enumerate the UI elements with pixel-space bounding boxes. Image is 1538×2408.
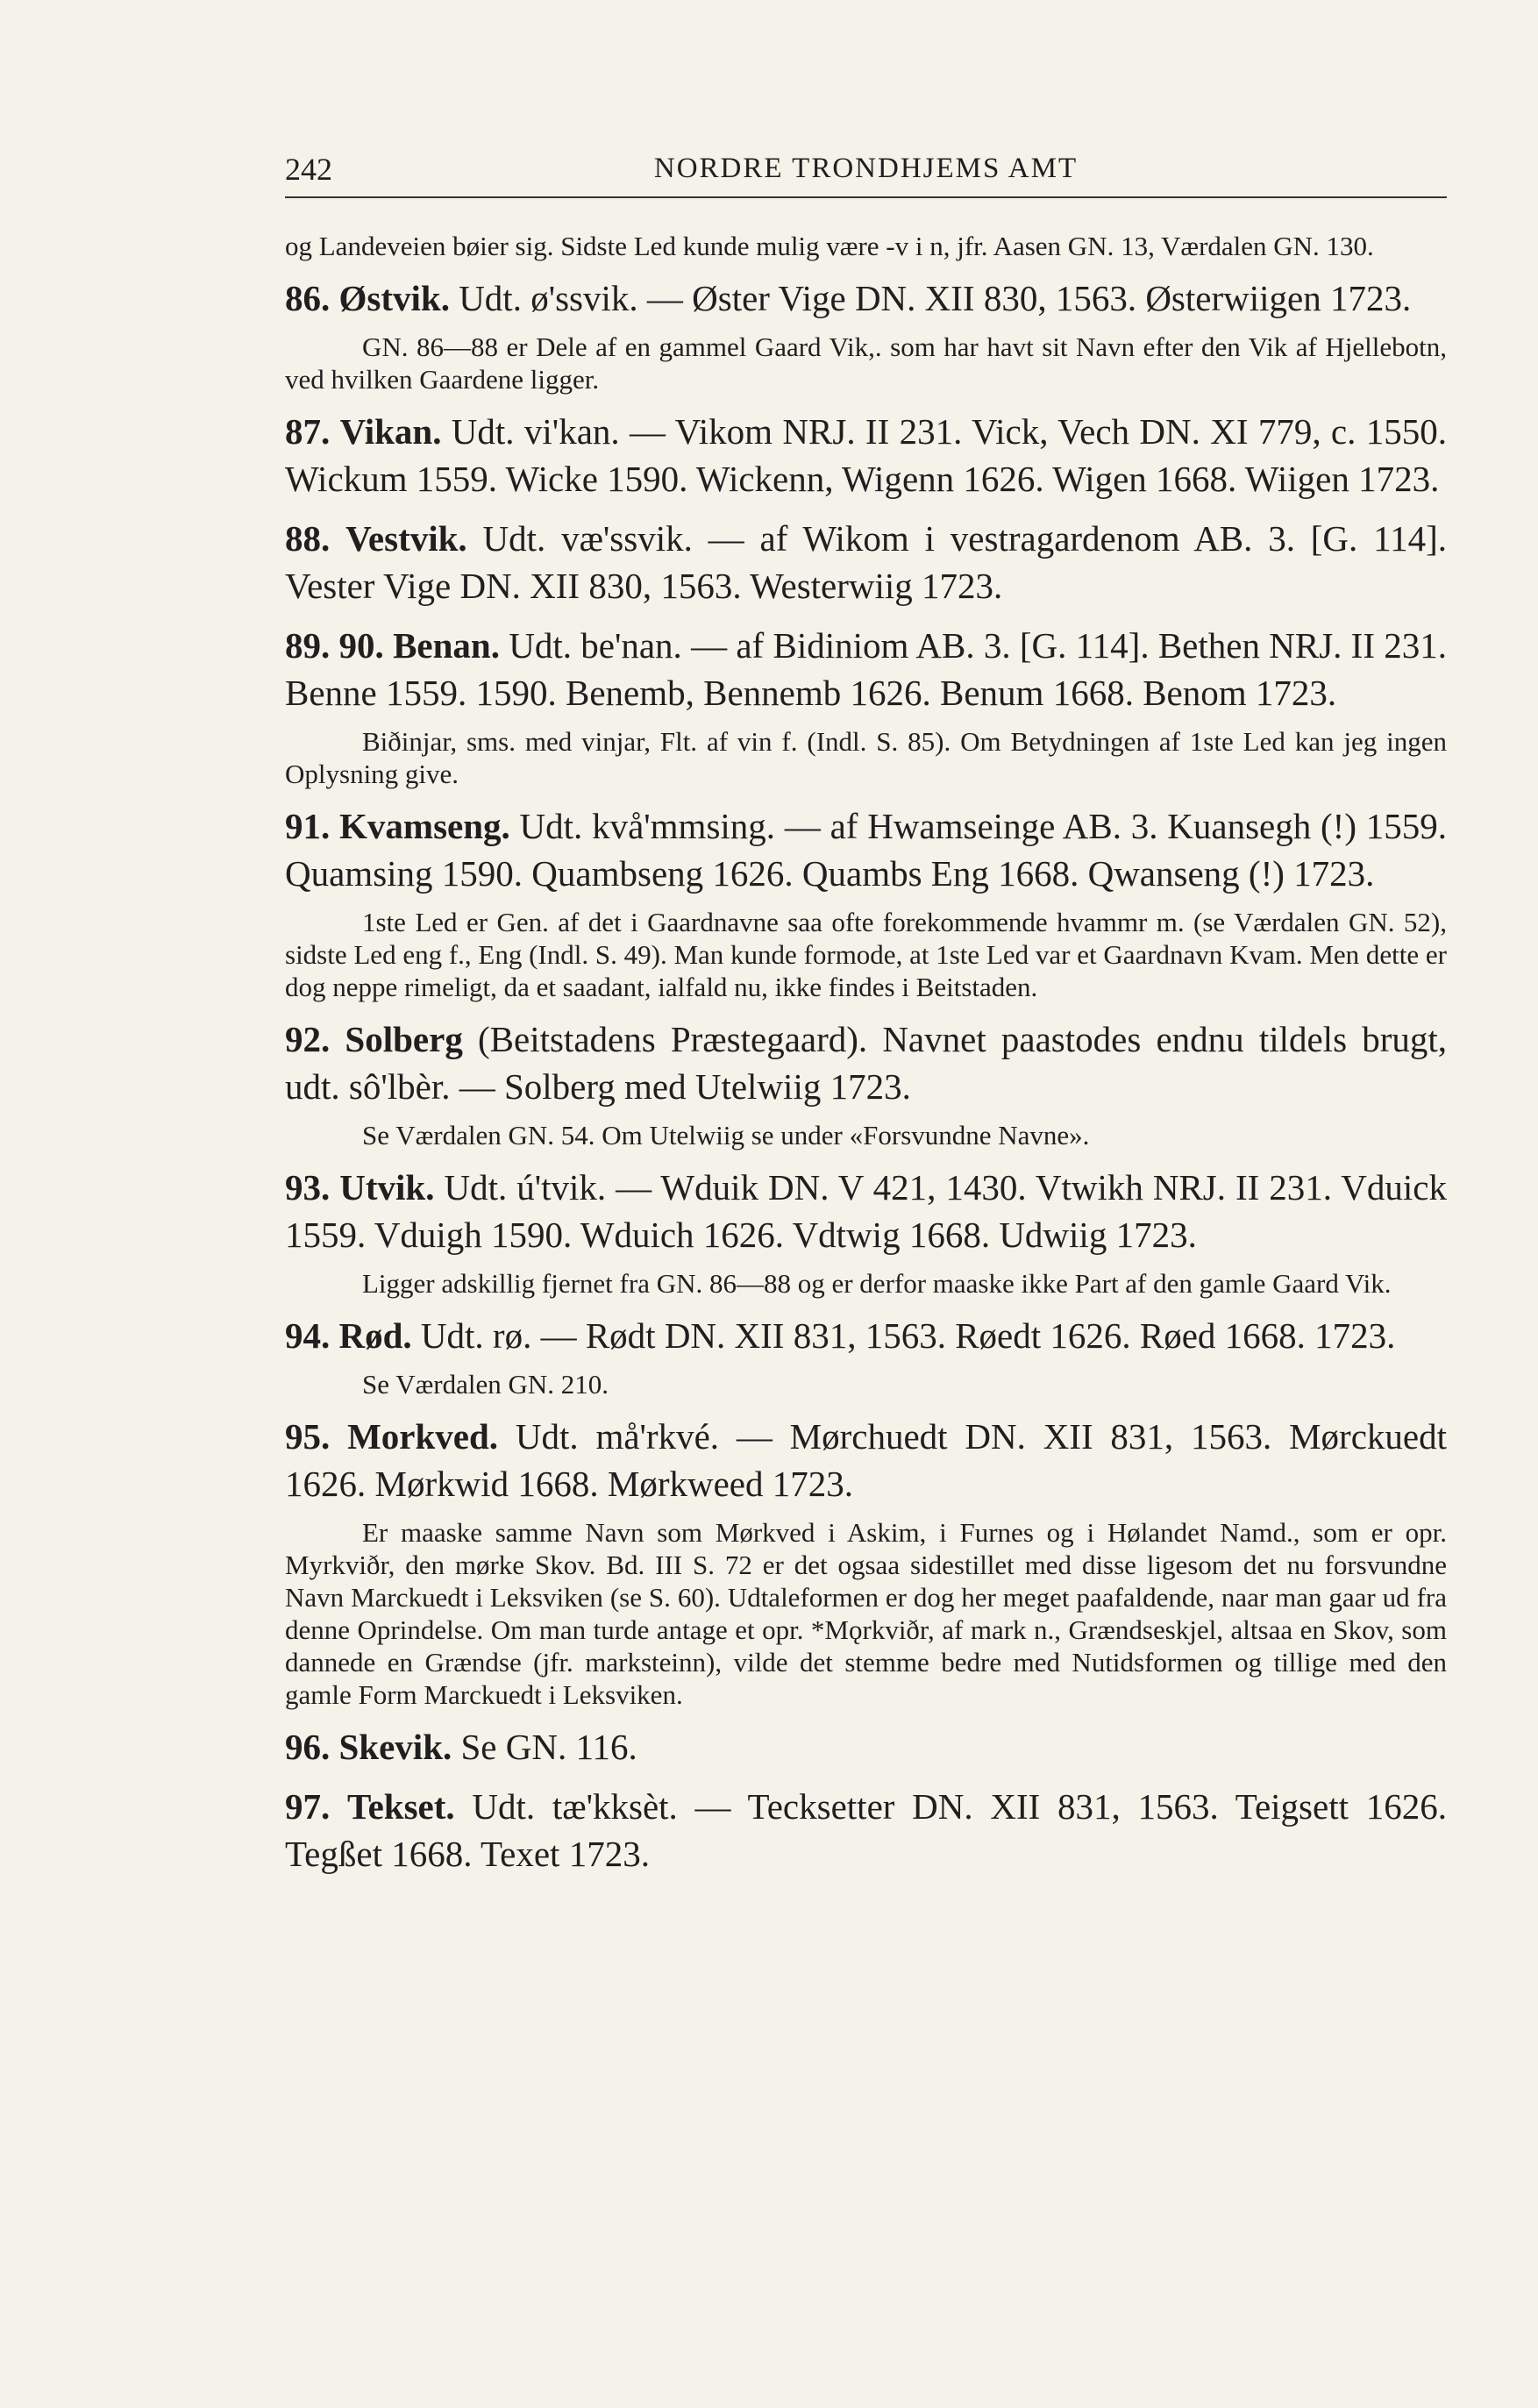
entry-number: 93.	[285, 1167, 331, 1208]
entry-text: Udt. rø. — Rødt DN. XII 831, 1563. Røedt 1626. Røed 1668. 1723.	[411, 1315, 1396, 1356]
entry-text: Udt. må'rkvé. — Mørchuedt DN. XII 831, 1563. Mørckuedt 1626. Mørkwid 1668. Mørkweed 1723.	[285, 1416, 1447, 1504]
entry-text: Udt. be'nan. — af Bidiniom AB. 3. [G. 114]. Bethen NRJ. II 231. Benne 1559. 1590. Benemb, Bennemb 1626. Benum 1668. Benom 1723.	[285, 625, 1448, 713]
entry-text: Udt. væ'ssvik. — af Wikom i vestragardenom AB. 3. [G. 114]. Vester Vige DN. XII 830, 1563. Westerwiig 1723.	[285, 518, 1447, 606]
entry-text: Se GN. 116.	[452, 1727, 637, 1767]
entry-93	[285, 1164, 1447, 1258]
entry-text: (Beitstadens Præstegaard). Navnet paastodes endnu tildels brugt, udt. sô'lbèr. — Solberg med Utelwiig 1723.	[285, 1019, 1447, 1107]
entry-number: 88.	[285, 518, 331, 559]
entry-text: Udt. kvå'mmsing. — af Hwamseinge AB. 3. Kuansegh (!) 1559. Quamsing 1590. Quambseng 1626. Quambs Eng 1668. Qwanseng (!) 1723.	[285, 806, 1447, 894]
entry-86-note: GN. 86—88 er Dele af en gammel Gaard Vik,. som har havt sit Navn efter den Vik af Hjellebotn, ved hvilken Gaardene ligger.	[285, 331, 1447, 395]
entry-text: Udt. vi'kan. — Vikom NRJ. II 231. Vick, Vech DN. XI 779, c. 1550. Wickum 1559. Wicke 1590. Wickenn, Wigenn 1626. Wigen 1668. Wiigen 1723.	[285, 411, 1447, 499]
entry-number: 87.	[285, 411, 331, 452]
entry-number: 94.	[285, 1315, 331, 1356]
entry-name: Benan.	[393, 625, 500, 666]
page-number: 242	[285, 152, 332, 187]
entry-text: Udt. ø'ssvik. — Øster Vige DN. XII 830, 1563. Østerwiigen 1723.	[449, 278, 1412, 318]
entry-number: 91.	[285, 806, 331, 846]
running-title: NORDRE TRONDHJEMS AMT	[653, 153, 1079, 184]
entry-name: Kvamseng.	[339, 806, 510, 846]
entry-text: Udt. tæ'kksèt. — Tecksetter DN. XII 831, 1563. Teigsett 1626. Tegßet 1668. Texet 1723.	[285, 1786, 1447, 1874]
entry-95-note: Er maaske samme Navn som Mørkved i Askim, i Furnes og i Hølandet Namd., som er opr. Myrkviðr, den mørke Skov. Bd. III S. 72 er det ogsaa sidestillet med disse ligesom det nu forsvundne Navn Marckuedt i Leksviken (se S. 60). Udtaleformen er dog her meget paafaldende, naar man gaar ud fra denne Oprindelse. Om man turde antage et opr. *Mǫrkviðr, af mark n., Grændseskjel, altsaa en Skov, som dannede en Grændse (jfr. marksteinn), vilde det stemme bedre med Nutidsformen og tillige med den gamle Form Marckuedt i Leksviken.	[285, 1517, 1447, 1710]
entry-91-note: 1ste Led er Gen. af det i Gaardnavne saa ofte forekommende hvammr m. (se Værdalen GN. 52), sidste Led eng f., Eng (Indl. S. 49). Man kunde formode, at 1ste Led var et Gaardnavn Kvam. Men dette er dog neppe rimeligt, da et saadant, ialfald nu, ikke findes i Beitstaden.	[285, 907, 1447, 1002]
entry-89-90	[285, 622, 1447, 716]
entry-number: 86.	[285, 278, 331, 318]
entry-name: Utvik.	[339, 1167, 435, 1208]
page-header	[285, 151, 1447, 198]
entry-number: 92.	[285, 1019, 331, 1059]
entry-name: Vikan.	[339, 411, 442, 452]
entry-number: 96.	[285, 1727, 331, 1767]
entry-94	[285, 1312, 1447, 1359]
entry-92	[285, 1015, 1447, 1110]
entry-name: Tekset.	[347, 1786, 455, 1827]
entry-93-note: Ligger adskillig fjernet fra GN. 86—88 og er derfor maaske ikke Part af den gamle Gaard Vik.	[362, 1268, 1392, 1299]
entry-number: 95.	[285, 1416, 331, 1457]
entry-96	[285, 1723, 1447, 1770]
intro-note: og Landeveien bøier sig. Sidste Led kunde mulig være -v i n, jfr. Aasen GN. 13, Værdalen GN. 130.	[285, 231, 1374, 261]
entry-name: Solberg	[345, 1019, 463, 1059]
entry-97	[285, 1783, 1447, 1877]
entry-number: 97.	[285, 1786, 331, 1827]
entry-92-note: Se Værdalen GN. 54. Om Utelwiig se under «Forsvundne Navne».	[362, 1120, 1090, 1151]
entry-87	[285, 408, 1447, 502]
entry-94-note: Se Værdalen GN. 210.	[362, 1369, 609, 1400]
entry-88	[285, 515, 1447, 609]
entry-name: Rød.	[338, 1315, 412, 1356]
entry-number: 89. 90.	[285, 625, 384, 666]
entry-95	[285, 1413, 1447, 1507]
entry-91	[285, 802, 1447, 897]
entry-86	[285, 274, 1447, 322]
entry-name: Morkved.	[347, 1416, 499, 1457]
entry-name: Skevik.	[338, 1727, 452, 1767]
entry-name: Østvik.	[338, 278, 450, 318]
entry-89-note: Biðinjar, sms. med vinjar, Flt. af vin f. (Indl. S. 85). Om Betydningen af 1ste Led kan jeg ingen Oplysning give.	[285, 726, 1447, 789]
page-body	[285, 230, 1447, 1877]
entry-name: Vestvik.	[345, 518, 467, 559]
entry-text: Udt. ú'tvik. — Wduik DN. V 421, 1430. Vtwikh NRJ. II 231. Vduick 1559. Vduigh 1590. Wduich 1626. Vdtwig 1668. Udwiig 1723.	[285, 1167, 1448, 1255]
